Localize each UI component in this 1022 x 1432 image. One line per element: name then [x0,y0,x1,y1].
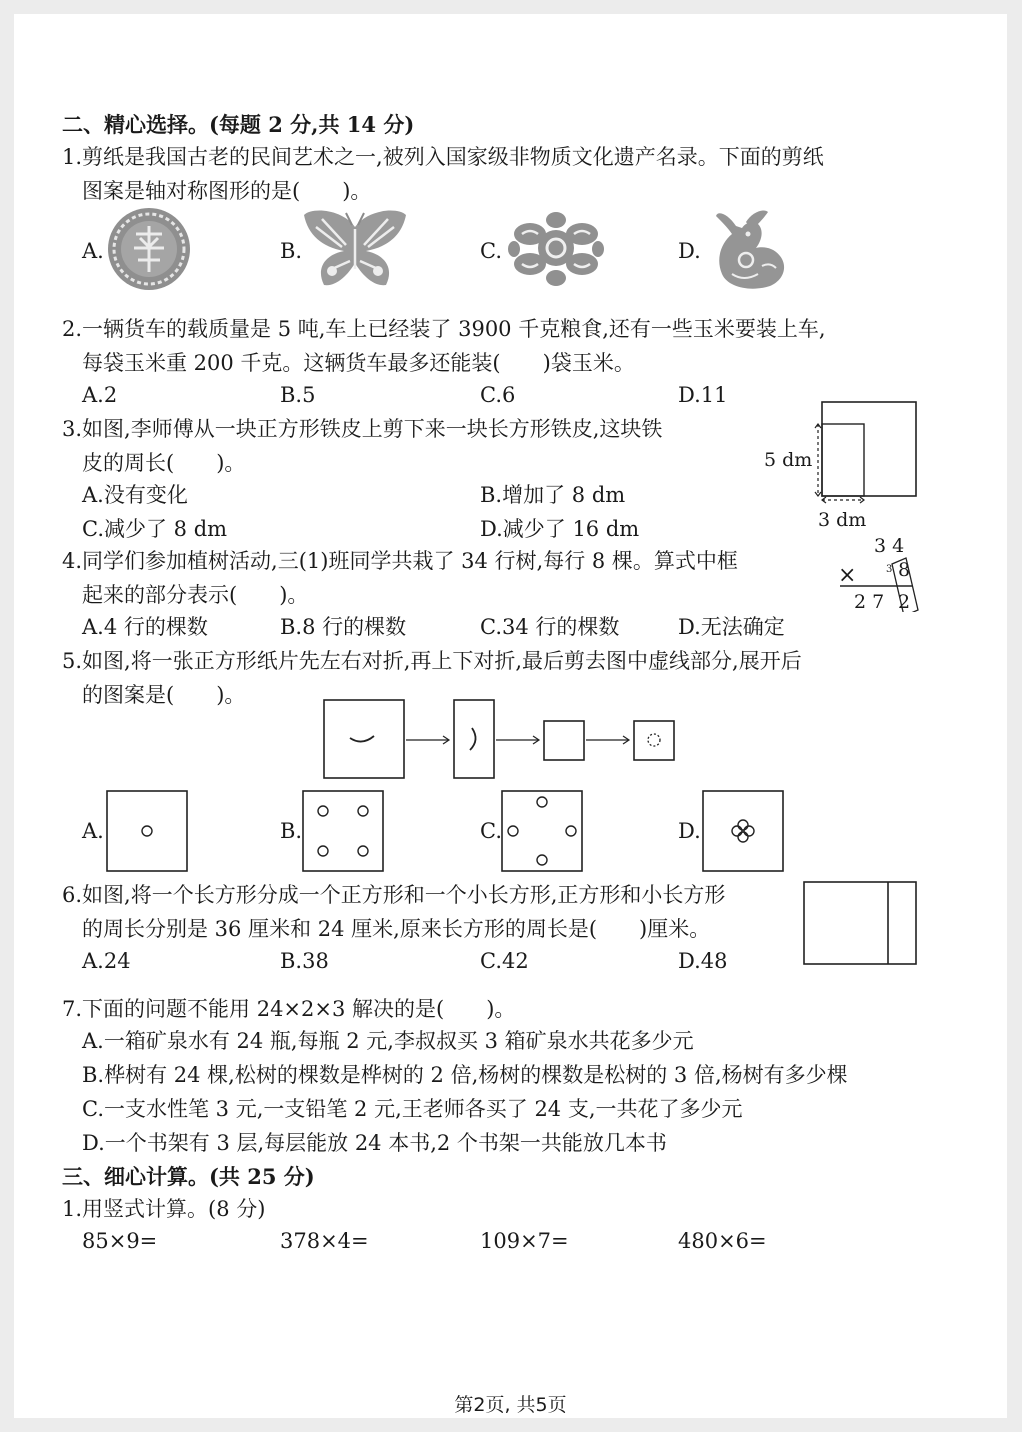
q5-option-b[interactable]: B. [280,819,303,843]
q7-option-a[interactable]: A.一箱矿泉水有 24 瓶,每瓶 2 元,李叔叔买 3 箱矿泉水共花多少元 [82,1029,694,1053]
q6-option-d[interactable]: D.48 [678,949,728,973]
rabbit-papercut [702,208,794,292]
q4-line2: 起来的部分表示( )。 [82,583,309,607]
q3-line1: 3.如图,李师傅从一块正方形铁皮上剪下来一块长方形铁皮,这块铁 [62,417,663,441]
q2-option-b[interactable]: B.5 [280,383,316,407]
q3-option-b[interactable]: B.增加了 8 dm [480,483,626,507]
q4-option-c[interactable]: C.34 行的棵数 [480,615,620,639]
calc-item-3: 109×7= [480,1229,569,1253]
q5-line2: 的图案是( )。 [82,683,246,707]
q7-line1: 7.下面的问题不能用 24×2×3 解决的是( )。 [62,997,516,1021]
floral-papercut [508,212,604,286]
q4-option-b[interactable]: B.8 行的棵数 [280,615,407,639]
q6-line2: 的周长分别是 36 厘米和 24 厘米,原来长方形的周长是( )厘米。 [82,917,711,941]
section2-title: 二、精心选择。(每题 2 分,共 14 分) [62,112,415,137]
q4-calc-top: 3 4 [874,535,905,557]
q7-option-c[interactable]: C.一支水性笔 3 元,一支铅笔 2 元,王老师各买了 24 支,一共花了多少元 [82,1097,743,1121]
q1-line2: 图案是轴对称图形的是( )。 [82,179,372,203]
q2-option-c[interactable]: C.6 [480,383,516,407]
round-fu-papercut [106,206,192,292]
q3-square-figure [760,398,924,534]
q1-option-c[interactable]: C. [480,239,502,263]
exam-page [14,14,1007,1418]
q4-calc-boxed-digit: 2 [898,591,911,612]
calc-item-4: 480×6= [678,1229,767,1253]
q2-line2: 每袋玉米重 200 千克。这辆货车最多还能装( )袋玉米。 [82,351,635,375]
q4-calc-carry: 3 [886,564,893,575]
q5-option-a-pattern [106,790,188,872]
q5-option-a[interactable]: A. [82,819,104,843]
q3-label-3dm: 3 dm [818,509,867,531]
q6-line1: 6.如图,将一个长方形分成一个正方形和一个小长方形,正方形和小长方形 [62,883,726,907]
q3-option-c[interactable]: C.减少了 8 dm [82,517,228,541]
q3-line2: 皮的周长( )。 [82,451,246,475]
q3-option-d[interactable]: D.减少了 16 dm [480,517,640,541]
page-footer: 第2页, 共5页 [454,1394,567,1416]
q6-rectangle-figure [802,880,918,966]
q4-calc-op: × [838,563,857,588]
q5-option-d[interactable]: D. [678,819,701,843]
butterfly-papercut [302,207,408,291]
q6-option-c[interactable]: C.42 [480,949,529,973]
q2-option-d[interactable]: D.11 [678,383,728,407]
q4-option-d[interactable]: D.无法确定 [678,615,785,639]
q6-option-b[interactable]: B.38 [280,949,329,973]
q2-line1: 2.一辆货车的载质量是 5 吨,车上已经装了 3900 千克粮食,还有一些玉米要装上车, [62,317,826,341]
calc-item-1: 85×9= [82,1229,158,1253]
q1-option-a[interactable]: A. [82,239,104,263]
q6-option-a[interactable]: A.24 [82,949,131,973]
q2-option-a[interactable]: A.2 [82,383,118,407]
calc-item-2: 378×4= [280,1229,369,1253]
q4-calc-multiplier: 8 [898,559,911,581]
q1-option-b[interactable]: B. [280,239,303,263]
q4-line1: 4.同学们参加植树活动,三(1)班同学共栽了 34 行树,每行 8 棵。算式中框 [62,549,738,573]
q4-vertical-multiplication [832,530,922,612]
q5-folding-steps [320,698,690,782]
q7-option-b[interactable]: B.桦树有 24 棵,松树的棵数是桦树的 2 倍,杨树的棵数是松树的 3 倍,杨树有多少棵 [82,1063,848,1087]
q4-option-a[interactable]: A.4 行的棵数 [82,615,208,639]
q5-option-c-pattern [501,790,583,872]
q5-option-d-pattern [702,790,784,872]
q1-option-d[interactable]: D. [678,239,701,263]
q4-calc-result: 2 7 [854,591,885,612]
q1-line1: 1.剪纸是我国古老的民间艺术之一,被列入国家级非物质文化遗产名录。下面的剪纸 [62,145,824,169]
q3-label-5dm: 5 dm [764,449,813,471]
section3-title: 三、细心计算。(共 25 分) [62,1164,315,1189]
q5-option-b-pattern [302,790,384,872]
q3-option-a[interactable]: A.没有变化 [82,483,188,507]
section3-q1-title: 1.用竖式计算。(8 分) [62,1197,266,1221]
q5-option-c[interactable]: C. [480,819,502,843]
q7-option-d[interactable]: D.一个书架有 3 层,每层能放 24 本书,2 个书架一共能放几本书 [82,1131,667,1155]
q5-line1: 5.如图,将一张正方形纸片先左右对折,再上下对折,最后剪去图中虚线部分,展开后 [62,649,802,673]
